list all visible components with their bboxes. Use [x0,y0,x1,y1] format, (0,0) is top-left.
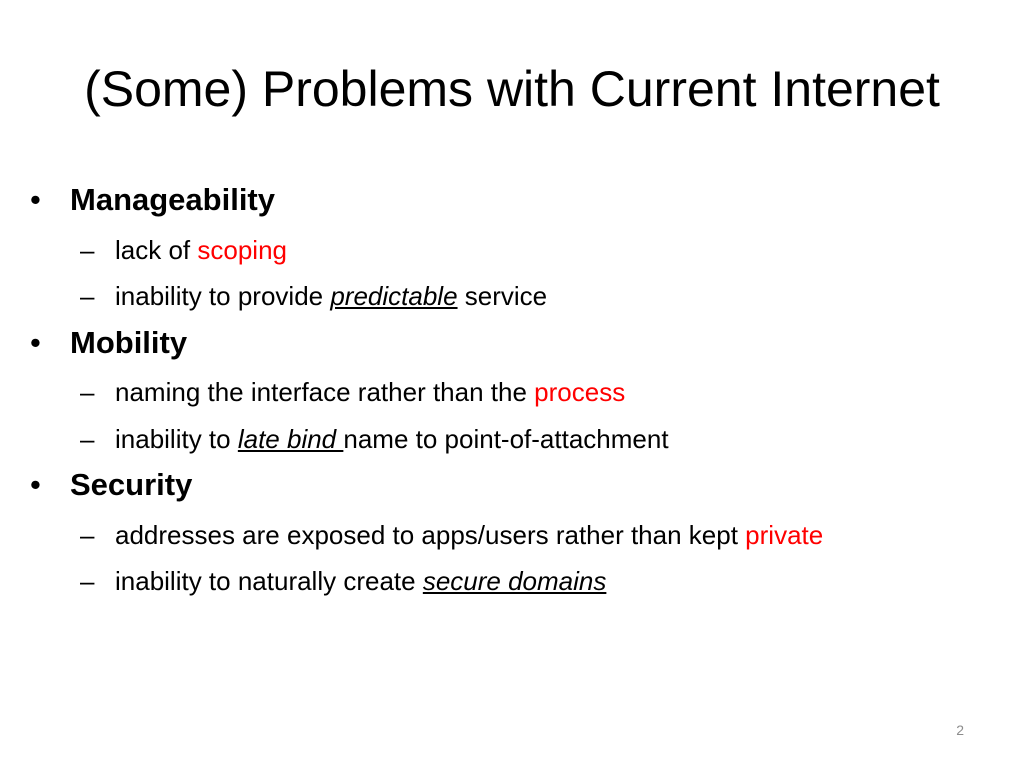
dash-marker: – [80,234,95,265]
bullet-mobility [30,325,990,361]
dash-marker: – [80,519,95,550]
sub-item-text: lack of [115,234,198,265]
sub-item-text-after: name to point-of-attachment [343,423,669,454]
sub-item-text: inability to naturally create [115,566,423,597]
sub-item-text-after: service [457,281,548,312]
emphasis-text: late bind [237,423,344,454]
highlight-text: process [534,377,626,408]
emphasis-text: secure domains [422,566,607,597]
slide-content [30,182,990,598]
dash-marker: – [80,377,95,408]
dash-marker: – [80,423,95,454]
sub-item-text: inability to [115,423,238,454]
bullet-marker: • [30,467,41,503]
page-number: 2 [956,722,964,738]
bullet-heading: Security [70,467,193,503]
slide-title: (Some) Problems with Current Internet [84,61,940,117]
sub-item-secure-domains [30,565,990,598]
highlight-text: scoping [197,234,287,265]
bullet-heading: Mobility [70,324,188,360]
dash-marker: – [80,281,95,312]
dash-marker: – [80,566,95,597]
bullet-manageability [30,182,990,218]
sub-item-addresses-exposed [30,519,990,552]
sub-item-text: inability to provide [115,281,331,312]
bullet-marker: • [30,324,41,360]
sub-item-naming-interface [30,376,990,409]
sub-item-text: addresses are exposed to apps/users rather than kept [115,519,746,550]
bullet-marker: • [30,182,41,217]
bullet-heading: Manageability [70,182,275,217]
sub-item-text: naming the interface rather than the [115,377,535,408]
emphasis-text: predictable [330,281,458,312]
bullet-security [30,467,990,503]
sub-item-predictable-service [30,280,990,313]
highlight-text: private [745,519,824,550]
sub-item-lack-of-scoping [30,234,990,267]
sub-item-late-bind [30,423,990,456]
